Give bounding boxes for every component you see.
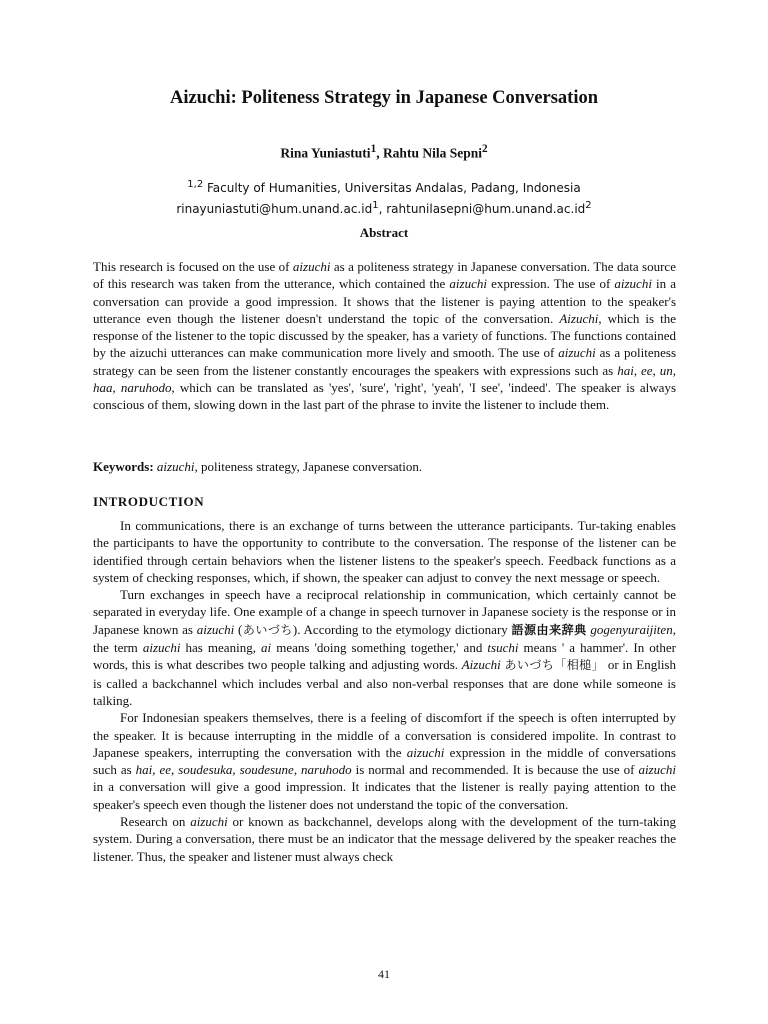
text-run: in a conversation can provide a good impression. It shows that the listener is paying attention to the speaker's utterance even though the listener doesn't understand the topic of the conversation. [93,276,677,326]
email-line [0,197,768,218]
italic-term: Aizuchi [461,657,501,673]
text-run: in a conversation will give a good impression. It indicates that the listener is really paying attention to the speaker's speech even though the listener does not understand the topic of the conversation. [93,779,676,812]
text-run: or in English is called a backchannel which includes verbal and also non-verbal responses that are done while someone is talking. [93,657,676,708]
italic-term: aizuchi [638,762,676,778]
paragraph: In communications, there is an exchange of turns between the utterance participants. Tur-taking enables the participants to have the opportunity to contribute to the conversation. The response of the listener can be identified through certain behaviors when the listener listens to the speaker's speech. Feedback functions as a system of checking responses, which, if shown, the speaker can adjust to convey the next message or speech. [93,518,676,585]
section-heading-introduction: INTRODUCTION [93,494,205,509]
abstract-text [93,258,676,414]
italic-term: ai [261,640,272,656]
paragraph [93,709,676,813]
text-run: , politeness strategy, Japanese conversation. [194,459,423,474]
author-name: Rina Yuniastuti [280,145,371,161]
paper-title: Aizuchi: Politeness Strategy in Japanese Conversation [169,88,599,108]
affiliation-block [0,176,768,218]
italic-term: hai, ee, un, haa, naruhodo, [93,362,677,396]
text-run: which can be translated as 'yes', 'sure', 'right', 'yeah', 'I see', 'indeed'. The speaker is always conscious of them, slowing down in the last part of the phrase to invite the listener to include them. [93,380,677,413]
italic-term: aizuchi [142,640,181,656]
text-run: Research on [120,814,191,830]
italic-term: aizuchi [558,345,596,361]
text-run: has meaning, [180,640,262,656]
keywords-label: Keywords: [93,459,154,474]
italic-term: tsuchi [487,640,519,656]
japanese-text: あいづち「相槌」 [504,658,605,673]
italic-term: aizuchi [449,276,487,292]
text-run: means ' a hammer'. In other words, this is what describes two people talking and adjusting words. [93,640,676,673]
text-run: , the term [93,621,676,656]
email-mark: 2 [585,200,592,211]
text-run: This research is focused on the use of [93,259,293,274]
text-run: as a politeness strategy in Japanese conversation. The data source of this research was taken from the utterance, which contained the [93,259,676,292]
japanese-text: あいづち [242,622,293,637]
email-link[interactable]: rinayuniastuti@hum.unand.ac.id [176,202,373,216]
text-run: Turn exchanges in speech have a reciprocal relationship in communication, which certainly cannot be separated in everyday life. One example of a change in speech turnover in Japanese society is the response or in Japanese known as [93,587,676,637]
email-separator: , [378,202,387,216]
text-run: as a politeness strategy can be seen from the listener constantly encourages the speakers with expressions such as [93,345,677,378]
author-affiliation-mark: 2 [481,143,488,155]
affiliation-mark: 1,2 [187,179,204,190]
italic-term: hai, ee, soudesuka, soudesune, naruhodo [135,762,352,778]
italic-term: aizuchi [292,259,331,274]
text-run: expression. The use of [486,276,615,292]
author-affiliation-mark: 1 [370,143,377,155]
text-run: ( [234,621,243,637]
italic-term: aizuchi [614,276,652,292]
keywords-line [93,459,676,475]
text-run: , which is the response of the listener to the topic discussed by the speaker, has a variety of functions. The functions contained by the aizuchi utterances can make communication more lively and smooth. The use of [93,310,676,361]
italic-term: aizuchi [406,744,445,760]
italic-term: Aizuchi [559,310,599,326]
text-run: ). According to the etymology dictionary [292,621,512,637]
author-separator: , [376,145,383,161]
paragraph [93,813,676,865]
abstract-heading: Abstract [359,225,409,240]
text-run: expression in the middle of conversations such as [93,744,676,778]
author-name: Rahtu Nila Sepni [382,145,482,161]
japanese-text: 語源由来辞典 [511,622,587,637]
author-line [0,143,768,162]
affiliation-line [0,176,768,197]
page-number: 41 [378,967,390,981]
email-mark: 1 [372,200,379,211]
introduction-body [93,517,676,865]
text-run: means 'doing something together,' and [271,640,488,656]
email-link[interactable]: rahtunilasepni@hum.unand.ac.id [386,202,586,216]
text-run: is normal and recommended. It is because the use of [351,762,639,778]
text-run: For Indonesian speakers themselves, there is a feeling of discomfort if the speech is often interrupted by the speaker. It is because interrupting in the middle of a conversation is considered impolite. In contrast to Japanese speakers, interrupting the conversation with the [93,710,676,760]
paragraph [93,586,676,709]
italic-term: aizuchi [196,621,235,637]
italic-term: gogenyuraijiten [590,621,673,637]
italic-term: aizuchi [156,459,195,474]
text-run: or known as backchannel, develops along with the development of the turn-taking system. During a conversation, there must be an indicator that the message delivered by the speaker reaches the listener. Thus, the speaker and listener must always check [93,814,676,864]
affiliation-text: Faculty of Humanities, Universitas Andalas, Padang, Indonesia [203,181,581,195]
italic-term: aizuchi [190,814,228,830]
